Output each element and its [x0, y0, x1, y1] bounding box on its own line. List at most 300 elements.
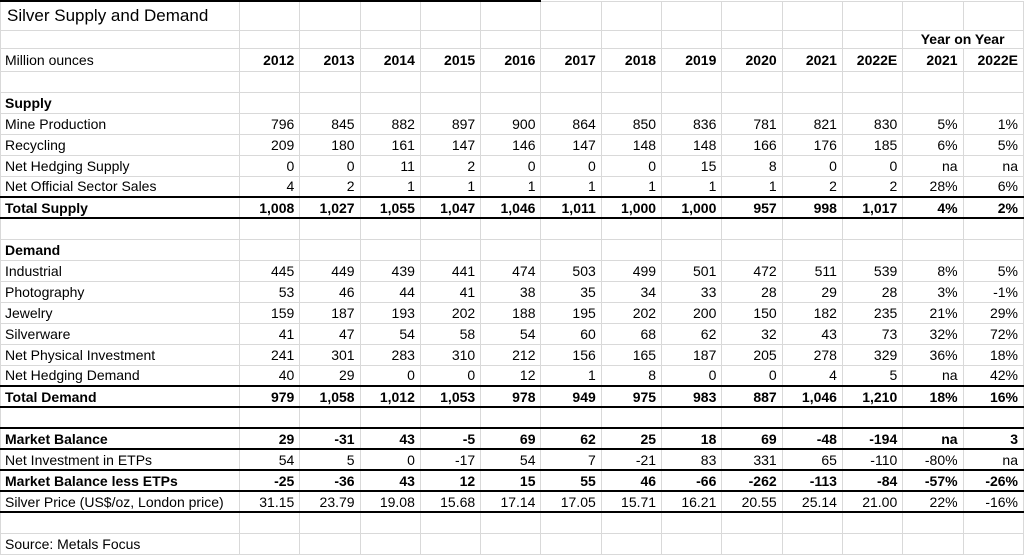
cell: 1,012	[360, 386, 420, 407]
cell: 180	[300, 134, 360, 155]
table-row	[1, 281, 1024, 302]
table-row	[1, 92, 1024, 113]
table-row	[1, 260, 1024, 281]
cell: 1,047	[420, 197, 480, 218]
cell: 0	[481, 155, 541, 176]
table-row	[1, 218, 1024, 239]
cell: 43	[360, 428, 420, 449]
cell	[420, 1, 480, 30]
cell: -16%	[963, 491, 1023, 512]
row-label: Mine Production	[1, 113, 240, 134]
col-header: 2012	[240, 48, 300, 71]
table-row	[1, 113, 1024, 134]
cell: na	[963, 449, 1023, 470]
cell	[903, 1, 963, 30]
cell	[662, 512, 722, 533]
cell: 1,008	[240, 197, 300, 218]
cell: 882	[360, 113, 420, 134]
page-title: Silver Supply and Demand	[1, 1, 240, 30]
cell: 8	[722, 155, 782, 176]
col-header: 2014	[360, 48, 420, 71]
cell	[541, 239, 601, 260]
cell	[963, 407, 1023, 428]
cell: 25	[601, 428, 661, 449]
cell	[541, 407, 601, 428]
cell: -113	[782, 470, 842, 491]
cell: 501	[662, 260, 722, 281]
cell	[601, 1, 661, 30]
cell: 5%	[903, 113, 963, 134]
cell: 8	[601, 365, 661, 386]
row-label: Net Hedging Demand	[1, 365, 240, 386]
cell: 1	[601, 176, 661, 197]
table-row	[1, 491, 1024, 512]
cell	[782, 512, 842, 533]
cell: 957	[722, 197, 782, 218]
cell	[240, 407, 300, 428]
row-label: Photography	[1, 281, 240, 302]
cell: -57%	[903, 470, 963, 491]
cell: 0	[541, 155, 601, 176]
cell	[782, 218, 842, 239]
cell	[782, 30, 842, 48]
cell	[722, 407, 782, 428]
cell	[722, 533, 782, 554]
cell: 830	[842, 113, 902, 134]
cell: 55	[541, 470, 601, 491]
col-header: 2019	[662, 48, 722, 71]
cell: 68	[601, 323, 661, 344]
cell: -26%	[963, 470, 1023, 491]
cell	[541, 30, 601, 48]
cell: 41	[420, 281, 480, 302]
cell	[842, 30, 902, 48]
cell: 1,000	[601, 197, 661, 218]
cell: 193	[360, 302, 420, 323]
cell	[1, 30, 240, 48]
cell	[963, 512, 1023, 533]
cell	[903, 71, 963, 92]
cell	[481, 407, 541, 428]
cell	[842, 512, 902, 533]
cell: na	[903, 155, 963, 176]
cell: 15	[662, 155, 722, 176]
cell: 32	[722, 323, 782, 344]
cell: 32%	[903, 323, 963, 344]
cell: 54	[481, 449, 541, 470]
cell: 0	[240, 155, 300, 176]
cell: 1	[481, 176, 541, 197]
cell: 46	[300, 281, 360, 302]
cell: 187	[300, 302, 360, 323]
cell	[300, 30, 360, 48]
cell	[601, 239, 661, 260]
cell: 42%	[963, 365, 1023, 386]
cell: 4	[240, 176, 300, 197]
cell: -194	[842, 428, 902, 449]
table-row	[1, 386, 1024, 407]
cell: 449	[300, 260, 360, 281]
cell: 188	[481, 302, 541, 323]
cell: 979	[240, 386, 300, 407]
cell	[662, 218, 722, 239]
row-label	[1, 71, 240, 92]
cell	[782, 71, 842, 92]
cell: 212	[481, 344, 541, 365]
cell: 998	[782, 197, 842, 218]
cell: 62	[662, 323, 722, 344]
col-header: 2013	[300, 48, 360, 71]
cell	[842, 218, 902, 239]
row-label: Supply	[1, 92, 240, 113]
cell: 19.08	[360, 491, 420, 512]
cell: 54	[360, 323, 420, 344]
cell: 5	[300, 449, 360, 470]
row-label: Recycling	[1, 134, 240, 155]
cell: 0	[601, 155, 661, 176]
row-label: Total Demand	[1, 386, 240, 407]
cell: 15.68	[420, 491, 480, 512]
table-row	[1, 365, 1024, 386]
cell: 503	[541, 260, 601, 281]
table-row	[1, 134, 1024, 155]
cell	[360, 92, 420, 113]
cell	[722, 512, 782, 533]
cell: 72%	[963, 323, 1023, 344]
cell: 29	[240, 428, 300, 449]
cell	[300, 533, 360, 554]
cell: 4%	[903, 197, 963, 218]
cell: 35	[541, 281, 601, 302]
cell: 176	[782, 134, 842, 155]
cell	[782, 1, 842, 30]
column-header-row	[1, 48, 1024, 71]
table-row	[1, 197, 1024, 218]
cell: 65	[782, 449, 842, 470]
table-row	[1, 176, 1024, 197]
cell	[662, 239, 722, 260]
cell: 235	[842, 302, 902, 323]
cell: 156	[541, 344, 601, 365]
row-label: Demand	[1, 239, 240, 260]
cell: 8%	[903, 260, 963, 281]
cell	[420, 533, 480, 554]
cell: 54	[481, 323, 541, 344]
row-label: Net Hedging Supply	[1, 155, 240, 176]
table-row	[1, 323, 1024, 344]
cell: na	[963, 155, 1023, 176]
cell	[601, 533, 661, 554]
cell	[360, 71, 420, 92]
cell: 16%	[963, 386, 1023, 407]
cell: 20.55	[722, 491, 782, 512]
cell	[722, 71, 782, 92]
cell: 1,011	[541, 197, 601, 218]
table-row	[1, 428, 1024, 449]
col-header: 2018	[601, 48, 661, 71]
cell: 44	[360, 281, 420, 302]
cell: 15	[481, 470, 541, 491]
cell: 887	[722, 386, 782, 407]
cell	[481, 239, 541, 260]
cell: 1,046	[481, 197, 541, 218]
cell: 47	[300, 323, 360, 344]
cell: 0	[842, 155, 902, 176]
cell: 16.21	[662, 491, 722, 512]
cell	[782, 407, 842, 428]
unit-label: Million ounces	[1, 48, 240, 71]
cell: 0	[300, 155, 360, 176]
cell: 209	[240, 134, 300, 155]
col-header: 2017	[541, 48, 601, 71]
cell	[300, 71, 360, 92]
cell	[240, 239, 300, 260]
cell	[300, 1, 360, 30]
cell: 1,058	[300, 386, 360, 407]
title-row	[1, 1, 1024, 30]
cell	[300, 512, 360, 533]
cell	[903, 92, 963, 113]
cell: -5	[420, 428, 480, 449]
col-header: 2020	[722, 48, 782, 71]
cell	[360, 239, 420, 260]
cell	[782, 239, 842, 260]
col-header: 2022E	[963, 48, 1023, 71]
cell	[782, 92, 842, 113]
year-on-year-row	[1, 30, 1024, 48]
cell: 2	[300, 176, 360, 197]
cell: 202	[601, 302, 661, 323]
cell	[903, 218, 963, 239]
cell: -31	[300, 428, 360, 449]
cell: 1,055	[360, 197, 420, 218]
cell	[360, 533, 420, 554]
cell: 850	[601, 113, 661, 134]
cell: 166	[722, 134, 782, 155]
cell	[903, 533, 963, 554]
cell: 205	[722, 344, 782, 365]
cell	[481, 1, 541, 30]
cell: na	[903, 365, 963, 386]
cell: 2%	[963, 197, 1023, 218]
cell: 195	[541, 302, 601, 323]
cell	[481, 533, 541, 554]
cell: 41	[240, 323, 300, 344]
cell: 187	[662, 344, 722, 365]
cell: 29%	[963, 302, 1023, 323]
cell: 18%	[903, 386, 963, 407]
cell: 6%	[963, 176, 1023, 197]
cell	[722, 239, 782, 260]
cell: 796	[240, 113, 300, 134]
row-label: Silver Price (US$/oz, London price)	[1, 491, 240, 512]
cell	[541, 512, 601, 533]
cell: 978	[481, 386, 541, 407]
table-row	[1, 533, 1024, 554]
row-label	[1, 218, 240, 239]
row-label: Net Investment in ETPs	[1, 449, 240, 470]
cell: 0	[420, 365, 480, 386]
cell: 3	[963, 428, 1023, 449]
cell: na	[903, 428, 963, 449]
cell	[240, 30, 300, 48]
cell: 499	[601, 260, 661, 281]
cell: 38	[481, 281, 541, 302]
cell	[541, 71, 601, 92]
cell	[300, 218, 360, 239]
cell: 1	[541, 365, 601, 386]
cell	[662, 407, 722, 428]
row-label: Net Official Sector Sales	[1, 176, 240, 197]
cell	[662, 71, 722, 92]
cell	[963, 239, 1023, 260]
cell: 53	[240, 281, 300, 302]
row-label: Silverware	[1, 323, 240, 344]
cell: 2	[842, 176, 902, 197]
cell: 1	[420, 176, 480, 197]
cell	[240, 512, 300, 533]
cell: 331	[722, 449, 782, 470]
row-label	[1, 512, 240, 533]
cell	[360, 218, 420, 239]
cell: 40	[240, 365, 300, 386]
table-row	[1, 407, 1024, 428]
col-header: 2021	[782, 48, 842, 71]
cell: 975	[601, 386, 661, 407]
cell: 73	[842, 323, 902, 344]
cell: 21.00	[842, 491, 902, 512]
cell: 836	[662, 113, 722, 134]
cell	[360, 512, 420, 533]
cell: 182	[782, 302, 842, 323]
cell: 4	[782, 365, 842, 386]
cell	[601, 218, 661, 239]
cell	[601, 407, 661, 428]
cell	[601, 71, 661, 92]
row-label	[1, 407, 240, 428]
cell: 1,027	[300, 197, 360, 218]
year-on-year-label: Year on Year	[903, 30, 1024, 48]
cell: 46	[601, 470, 661, 491]
cell: 43	[782, 323, 842, 344]
cell	[420, 92, 480, 113]
cell: 28%	[903, 176, 963, 197]
cell: 5%	[963, 134, 1023, 155]
cell	[903, 239, 963, 260]
cell	[842, 92, 902, 113]
cell	[662, 533, 722, 554]
cell: 17.14	[481, 491, 541, 512]
cell: 864	[541, 113, 601, 134]
cell: 1	[722, 176, 782, 197]
cell: 12	[420, 470, 480, 491]
cell: -48	[782, 428, 842, 449]
col-header: 2016	[481, 48, 541, 71]
cell	[420, 512, 480, 533]
cell	[963, 533, 1023, 554]
cell	[601, 30, 661, 48]
table-row	[1, 470, 1024, 491]
cell	[722, 218, 782, 239]
row-label: Net Physical Investment	[1, 344, 240, 365]
cell: 21%	[903, 302, 963, 323]
cell	[541, 533, 601, 554]
cell: 900	[481, 113, 541, 134]
cell	[481, 218, 541, 239]
cell: 6%	[903, 134, 963, 155]
cell	[240, 218, 300, 239]
cell: 441	[420, 260, 480, 281]
cell: 159	[240, 302, 300, 323]
cell	[601, 512, 661, 533]
cell	[360, 1, 420, 30]
cell	[963, 1, 1023, 30]
cell: 12	[481, 365, 541, 386]
cell: 28	[842, 281, 902, 302]
cell: 54	[240, 449, 300, 470]
cell	[903, 512, 963, 533]
cell: 310	[420, 344, 480, 365]
cell: 69	[481, 428, 541, 449]
cell: 69	[722, 428, 782, 449]
table-row	[1, 302, 1024, 323]
cell: 2	[782, 176, 842, 197]
cell: 0	[360, 365, 420, 386]
cell: 278	[782, 344, 842, 365]
cell: 3%	[903, 281, 963, 302]
cell: 821	[782, 113, 842, 134]
cell: -66	[662, 470, 722, 491]
cell	[662, 1, 722, 30]
cell: 60	[541, 323, 601, 344]
table-row	[1, 344, 1024, 365]
row-label: Jewelry	[1, 302, 240, 323]
cell: 18	[662, 428, 722, 449]
cell: -36	[300, 470, 360, 491]
cell: 83	[662, 449, 722, 470]
cell: 0	[662, 365, 722, 386]
cell: 18%	[963, 344, 1023, 365]
row-label: Market Balance less ETPs	[1, 470, 240, 491]
cell	[722, 92, 782, 113]
cell	[662, 30, 722, 48]
cell: 845	[300, 113, 360, 134]
cell	[420, 71, 480, 92]
cell	[420, 218, 480, 239]
cell	[240, 533, 300, 554]
cell: 5	[842, 365, 902, 386]
cell: -17	[420, 449, 480, 470]
cell: 1,000	[662, 197, 722, 218]
cell: 445	[240, 260, 300, 281]
cell: 1	[360, 176, 420, 197]
cell: 329	[842, 344, 902, 365]
cell	[541, 92, 601, 113]
cell: 58	[420, 323, 480, 344]
cell: 34	[601, 281, 661, 302]
cell	[481, 30, 541, 48]
cell: -21	[601, 449, 661, 470]
cell	[601, 92, 661, 113]
cell: 62	[541, 428, 601, 449]
cell: 1,017	[842, 197, 902, 218]
cell: 146	[481, 134, 541, 155]
cell	[842, 407, 902, 428]
row-label: Total Supply	[1, 197, 240, 218]
table-row	[1, 155, 1024, 176]
cell: 0	[360, 449, 420, 470]
table-row	[1, 71, 1024, 92]
